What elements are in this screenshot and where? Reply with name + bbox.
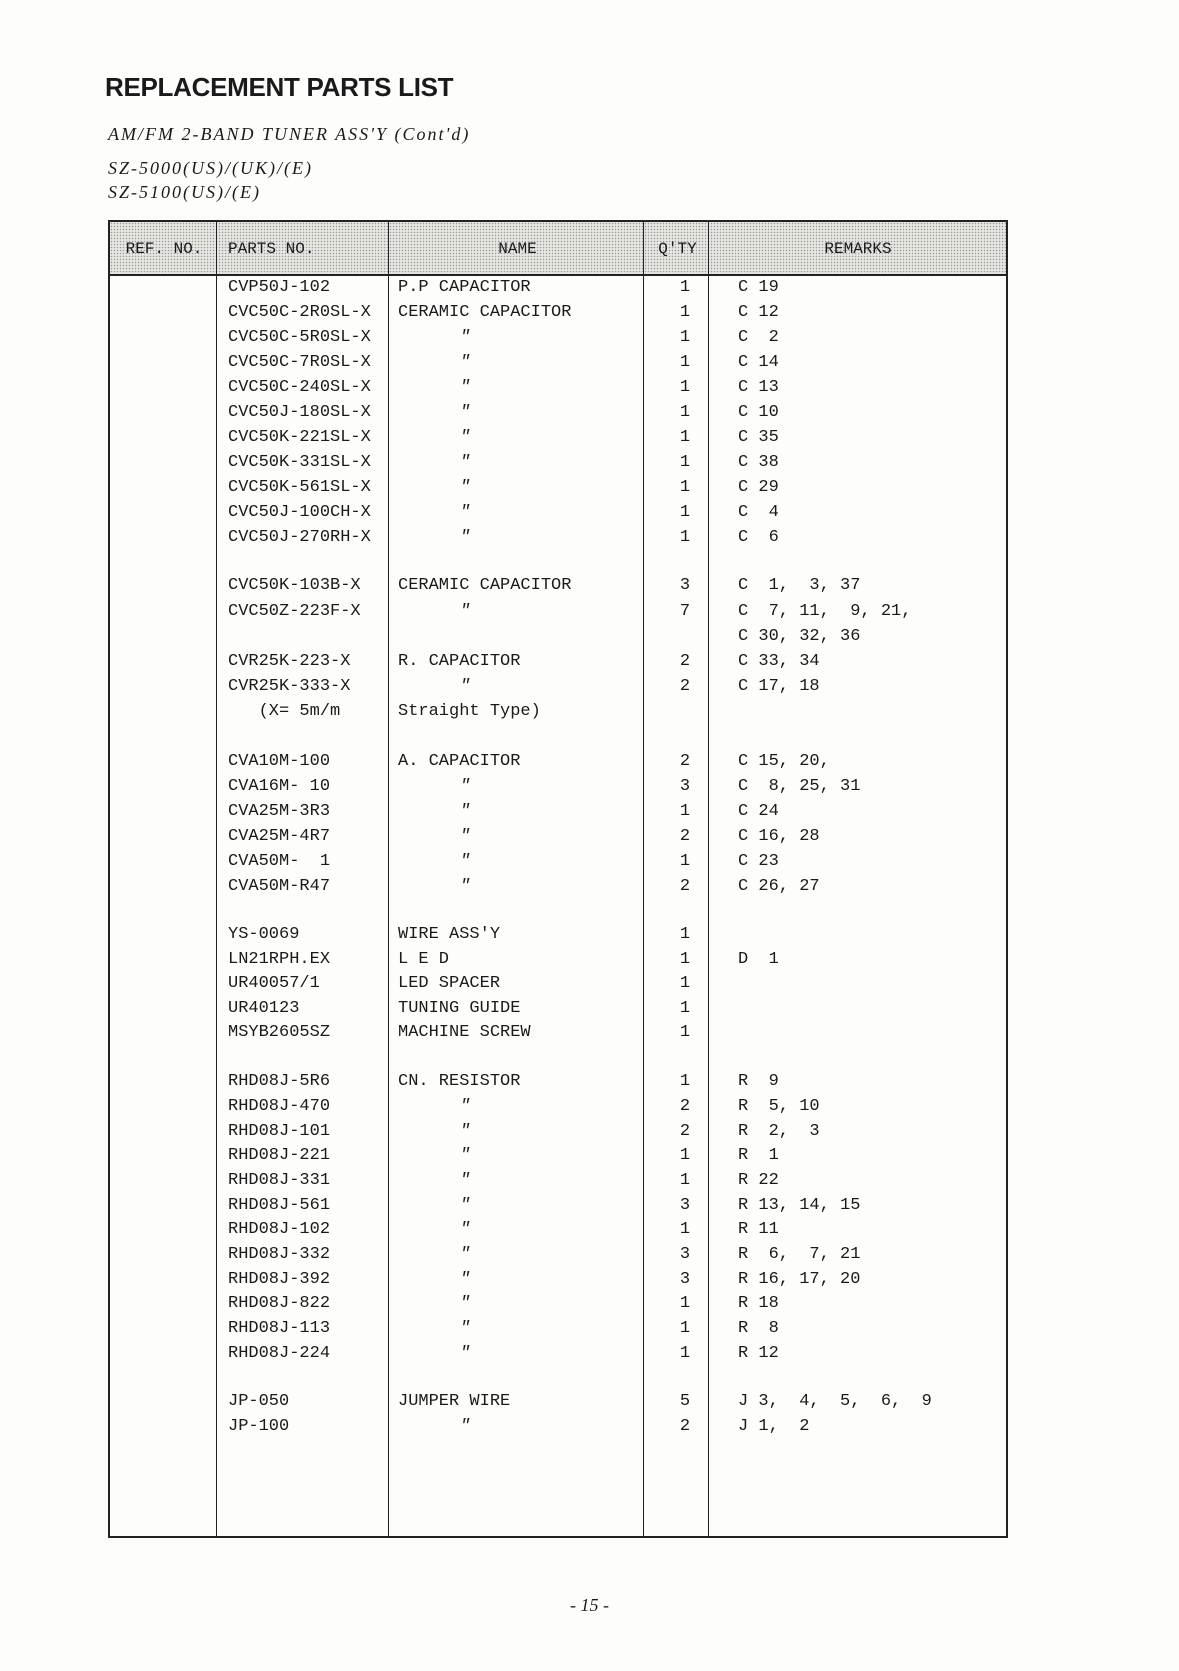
part-name-cell: ″ <box>460 1417 471 1436</box>
remarks-cell: R 12 <box>738 1344 779 1363</box>
part-name-cell: CERAMIC CAPACITOR <box>398 576 572 595</box>
remarks-cell: R 16, 17, 20 <box>738 1270 861 1289</box>
parts-no-cell: RHD08J-113 <box>228 1319 331 1338</box>
remarks-cell: R 2, 3 <box>738 1122 820 1141</box>
qty-cell: 1 <box>679 1319 691 1338</box>
column-divider <box>216 222 217 1536</box>
parts-no-cell: RHD08J-102 <box>228 1220 331 1239</box>
parts-no-cell: CVC50Z-223F-X <box>228 602 361 621</box>
remarks-cell: C 29 <box>738 478 779 497</box>
part-name-cell: MACHINE SCREW <box>398 1023 531 1042</box>
qty-cell: 1 <box>679 303 691 322</box>
part-name-cell: ″ <box>460 877 471 896</box>
remarks-cell: C 7, 11, 9, 21, <box>738 602 912 621</box>
parts-no-cell: LN21RPH.EX <box>228 950 331 969</box>
remarks-cell: C 12 <box>738 303 779 322</box>
qty-cell: 1 <box>679 852 691 871</box>
remarks-cell: C 16, 28 <box>738 827 820 846</box>
qty-cell: 3 <box>679 576 691 595</box>
parts-no-cell: CVP50J-102 <box>228 278 331 297</box>
table-header <box>110 222 1006 276</box>
part-name-cell: ″ <box>460 428 471 447</box>
part-name-cell: ″ <box>460 1097 471 1116</box>
remarks-cell: C 15, 20, <box>738 752 830 771</box>
part-name-cell: ″ <box>460 478 471 497</box>
parts-no-cell: CVC50J-270RH-X <box>228 528 371 547</box>
remarks-cell: J 1, 2 <box>738 1417 810 1436</box>
parts-no-cell: UR40123 <box>228 999 300 1018</box>
qty-cell: 2 <box>679 752 691 771</box>
parts-no-cell: JP-100 <box>228 1417 290 1436</box>
remarks-cell: C 23 <box>738 852 779 871</box>
part-name-cell: R. CAPACITOR <box>398 652 521 671</box>
model-line-1: SZ-5000(US)/(UK)/(E) <box>108 158 313 178</box>
part-name-cell: ″ <box>460 1196 471 1215</box>
remarks-cell: C 8, 25, 31 <box>738 777 861 796</box>
parts-no-cell: CVC50K-331SL-X <box>228 453 371 472</box>
remarks-cell: R 1 <box>738 1146 779 1165</box>
remarks-cell: C 35 <box>738 428 779 447</box>
parts-no-cell: RHD08J-101 <box>228 1122 331 1141</box>
parts-no-cell: CVR25K-223-X <box>228 652 351 671</box>
qty-cell: 1 <box>679 974 691 993</box>
remarks-cell: J 3, 4, 5, 6, 9 <box>738 1392 932 1411</box>
column-divider <box>388 222 389 1536</box>
qty-cell: 3 <box>679 1245 691 1264</box>
qty-cell: 1 <box>679 1072 691 1091</box>
parts-no-cell: CVC50K-221SL-X <box>228 428 371 447</box>
parts-no-cell: RHD08J-221 <box>228 1146 331 1165</box>
parts-no-cell: MSYB2605SZ <box>228 1023 331 1042</box>
remarks-cell: C 2 <box>738 328 779 347</box>
qty-cell: 1 <box>679 925 691 944</box>
qty-cell: 1 <box>679 1023 691 1042</box>
qty-cell: 5 <box>679 1392 691 1411</box>
part-name-cell: ″ <box>460 1294 471 1313</box>
parts-no-cell: JP-050 <box>228 1392 290 1411</box>
remarks-cell: C 30, 32, 36 <box>738 627 861 646</box>
qty-cell: 2 <box>679 677 691 696</box>
parts-no-cell: CVA25M-4R7 <box>228 827 331 846</box>
remarks-cell: R 5, 10 <box>738 1097 820 1116</box>
parts-no-cell: CVC50C-7R0SL-X <box>228 353 371 372</box>
parts-no-cell: CVA16M- 10 <box>228 777 331 796</box>
part-name-cell: ″ <box>460 677 471 696</box>
qty-cell: 1 <box>679 1344 691 1363</box>
qty-cell: 2 <box>679 827 691 846</box>
qty-cell: 1 <box>679 1171 691 1190</box>
remarks-cell: C 38 <box>738 453 779 472</box>
remarks-cell: R 9 <box>738 1072 779 1091</box>
parts-no-cell: RHD08J-470 <box>228 1097 331 1116</box>
part-name-cell: ″ <box>460 1270 471 1289</box>
part-name-cell: A. CAPACITOR <box>398 752 521 771</box>
remarks-cell: D 1 <box>738 950 779 969</box>
qty-cell: 1 <box>679 428 691 447</box>
parts-no-cell: CVC50C-240SL-X <box>228 378 371 397</box>
parts-no-cell: CVA50M- 1 <box>228 852 331 871</box>
qty-cell: 2 <box>679 1097 691 1116</box>
parts-no-cell: CVC50J-100CH-X <box>228 503 371 522</box>
qty-cell: 1 <box>679 328 691 347</box>
parts-no-cell: RHD08J-392 <box>228 1270 331 1289</box>
qty-cell: 1 <box>679 802 691 821</box>
part-name-cell: ″ <box>460 403 471 422</box>
parts-no-cell: CVC50J-180SL-X <box>228 403 371 422</box>
parts-no-cell: UR40057/1 <box>228 974 320 993</box>
qty-cell: 1 <box>679 999 691 1018</box>
part-name-cell: L E D <box>398 950 450 969</box>
parts-no-cell: RHD08J-561 <box>228 1196 331 1215</box>
part-name-cell: ″ <box>460 1319 471 1338</box>
qty-cell: 3 <box>679 1270 691 1289</box>
qty-cell: 1 <box>679 353 691 372</box>
header-qty: Q'TY <box>658 240 697 258</box>
parts-no-cell: CVA50M-R47 <box>228 877 331 896</box>
qty-cell: 1 <box>679 1294 691 1313</box>
parts-no-cell: (X= 5m/m <box>228 702 341 721</box>
part-name-cell: ″ <box>460 353 471 372</box>
part-name-cell: ″ <box>460 528 471 547</box>
part-name-cell: ″ <box>460 453 471 472</box>
part-name-cell: Straight Type) <box>398 702 541 721</box>
remarks-cell: R 11 <box>738 1220 779 1239</box>
remarks-cell: C 33, 34 <box>738 652 820 671</box>
part-name-cell: ″ <box>460 1220 471 1239</box>
qty-cell: 1 <box>679 1220 691 1239</box>
part-name-cell: WIRE ASS'Y <box>398 925 501 944</box>
remarks-cell: R 6, 7, 21 <box>738 1245 861 1264</box>
part-name-cell: ″ <box>460 602 471 621</box>
remarks-cell: R 13, 14, 15 <box>738 1196 861 1215</box>
qty-cell: 3 <box>679 1196 691 1215</box>
part-name-cell: ″ <box>460 1344 471 1363</box>
qty-cell: 3 <box>679 777 691 796</box>
part-name-cell: ″ <box>460 802 471 821</box>
parts-no-cell: RHD08J-822 <box>228 1294 331 1313</box>
qty-cell: 1 <box>679 403 691 422</box>
qty-cell: 1 <box>679 453 691 472</box>
remarks-cell: C 13 <box>738 378 779 397</box>
parts-no-cell: RHD08J-332 <box>228 1245 331 1264</box>
qty-cell: 1 <box>679 1146 691 1165</box>
part-name-cell: ″ <box>460 852 471 871</box>
part-name-cell: ″ <box>460 328 471 347</box>
qty-cell: 1 <box>679 950 691 969</box>
part-name-cell: ″ <box>460 503 471 522</box>
remarks-cell: C 14 <box>738 353 779 372</box>
part-name-cell: CERAMIC CAPACITOR <box>398 303 572 322</box>
page-title: REPLACEMENT PARTS LIST <box>105 72 454 102</box>
remarks-cell: R 8 <box>738 1319 779 1338</box>
header-ref-no: REF. NO. <box>125 240 203 258</box>
qty-cell: 2 <box>679 1122 691 1141</box>
parts-no-cell: YS-0069 <box>228 925 300 944</box>
qty-cell: 1 <box>679 503 691 522</box>
parts-no-cell: RHD08J-331 <box>228 1171 331 1190</box>
parts-no-cell: CVR25K-333-X <box>228 677 351 696</box>
parts-no-cell: CVC50K-103B-X <box>228 576 361 595</box>
qty-cell: 2 <box>679 652 691 671</box>
parts-no-cell: RHD08J-5R6 <box>228 1072 331 1091</box>
part-name-cell: CN. RESISTOR <box>398 1072 521 1091</box>
column-divider <box>643 222 644 1536</box>
header-parts-no: PARTS NO. <box>228 240 315 258</box>
remarks-cell: C 4 <box>738 503 779 522</box>
assembly-subtitle: AM/FM 2-BAND TUNER ASS'Y (Cont'd) <box>108 124 471 144</box>
part-name-cell: LED SPACER <box>398 974 501 993</box>
page-number: - 15 - <box>570 1595 609 1615</box>
parts-no-cell: CVC50K-561SL-X <box>228 478 371 497</box>
parts-no-cell: RHD08J-224 <box>228 1344 331 1363</box>
remarks-cell: C 24 <box>738 802 779 821</box>
parts-no-cell: CVA25M-3R3 <box>228 802 331 821</box>
qty-cell: 7 <box>679 602 691 621</box>
part-name-cell: ″ <box>460 1146 471 1165</box>
part-name-cell: P.P CAPACITOR <box>398 278 531 297</box>
qty-cell: 1 <box>679 278 691 297</box>
part-name-cell: ″ <box>460 1171 471 1190</box>
remarks-cell: C 17, 18 <box>738 677 820 696</box>
remarks-cell: R 18 <box>738 1294 779 1313</box>
remarks-cell: C 19 <box>738 278 779 297</box>
parts-no-cell: CVA10M-100 <box>228 752 331 771</box>
remarks-cell: C 26, 27 <box>738 877 820 896</box>
header-name: NAME <box>498 240 537 258</box>
qty-cell: 2 <box>679 1417 691 1436</box>
qty-cell: 1 <box>679 478 691 497</box>
parts-table <box>108 220 1008 1538</box>
part-name-cell: ″ <box>460 1245 471 1264</box>
part-name-cell: ″ <box>460 777 471 796</box>
part-name-cell: ″ <box>460 1122 471 1141</box>
part-name-cell: JUMPER WIRE <box>398 1392 511 1411</box>
qty-cell: 1 <box>679 378 691 397</box>
remarks-cell: C 10 <box>738 403 779 422</box>
remarks-cell: C 1, 3, 37 <box>738 576 861 595</box>
column-divider <box>708 222 709 1536</box>
remarks-cell: C 6 <box>738 528 779 547</box>
header-remarks: REMARKS <box>824 240 892 258</box>
part-name-cell: TUNING GUIDE <box>398 999 521 1018</box>
parts-no-cell: CVC50C-2R0SL-X <box>228 303 371 322</box>
qty-cell: 2 <box>679 877 691 896</box>
part-name-cell: ″ <box>460 827 471 846</box>
parts-no-cell: CVC50C-5R0SL-X <box>228 328 371 347</box>
remarks-cell: R 22 <box>738 1171 779 1190</box>
part-name-cell: ″ <box>460 378 471 397</box>
model-line-2: SZ-5100(US)/(E) <box>108 182 261 202</box>
qty-cell: 1 <box>679 528 691 547</box>
